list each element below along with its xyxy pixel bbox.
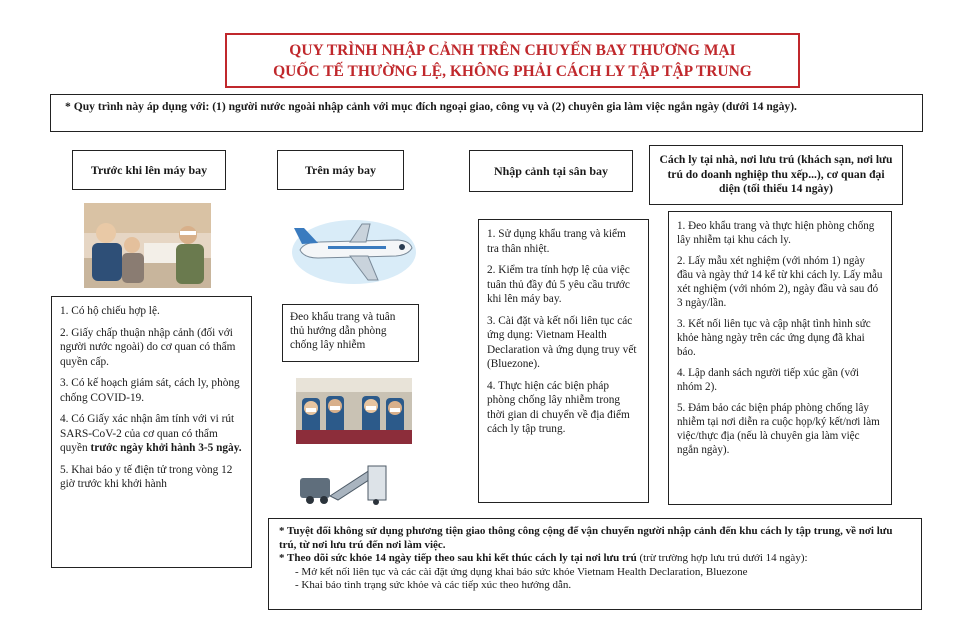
before-item-5: 5. Khai báo y tế điện tử trong vòng 12 giờ trước khi khởi hành	[60, 463, 233, 490]
airport-item-4: 4. Thực hiện các biện pháp phòng chống lây nhiễm trong thời gian di chuyển về địa điểm cách ly tập trung.	[487, 379, 630, 435]
airport-item-3: 3. Cài đặt và kết nối liên tục các ứng dụng: Vietnam Health Declaration và ứng dụng truy vết (Bluezone).	[487, 314, 637, 370]
quarantine-item-2: 2. Lấy mẫu xét nghiệm (với nhóm 1) ngày đầu và ngày thứ 14 kể từ khi cách ly. Lấy mẫu xét nghiệm (với nhóm 2), ngày đầu và sau đó 3 ngày/lần.	[677, 255, 883, 309]
bottom-note-2-bold: * Theo dõi sức khỏe 14 ngày tiếp theo sau khi kết thúc cách ly tại nơi lưu trú	[279, 552, 637, 564]
before-item-1: 1. Có hộ chiếu hợp lệ.	[60, 305, 160, 317]
cabin-passengers-photo	[296, 378, 412, 444]
quarantine-item-4: 4. Lập danh sách người tiếp xúc gần (với nhóm 2).	[677, 367, 859, 393]
bottom-notes	[268, 518, 922, 610]
stage-airport-title: Nhập cảnh tại sân bay	[469, 150, 633, 192]
before-item-2: 2. Giấy chấp thuận nhập cảnh (đối với người nước ngoài) do cơ quan có thẩm quyền cấp.	[60, 326, 236, 368]
airport-item-1: 1. Sử dụng khẩu trang và kiểm tra thân nhiệt.	[487, 228, 626, 255]
stage-airport-list	[478, 219, 649, 503]
airplane-icon	[290, 210, 418, 288]
page-title	[225, 33, 800, 88]
quarantine-item-5: 5. Đảm bảo các biện pháp phòng chống lây nhiễm tại nơi diễn ra cuộc họp/ký kết/nơi làm việc/thực địa (nếu là chuyên gia làm việc ngắn ngày).	[677, 402, 880, 456]
before-item-4-bold: trước ngày khởi hành 3-5 ngày.	[90, 442, 242, 454]
bottom-note-2-text: (trừ trường hợp lưu trú dưới 14 ngày):	[636, 552, 808, 564]
quarantine-item-3: 3. Kết nối liên tục và cập nhật tình hình sức khỏe hàng ngày trên các ứng dụng đã khai báo.	[677, 318, 871, 358]
stage-onboard-title: Trên máy bay	[277, 150, 404, 190]
bottom-subnote-2: - Khai báo tình trạng sức khỏe và các tiếp xúc theo hướng dẫn.	[295, 579, 572, 591]
before-item-4	[60, 412, 243, 456]
health-check-photo	[84, 203, 211, 288]
bottom-note-2	[279, 552, 911, 566]
airport-stairs-icon	[298, 460, 388, 506]
scope-note: * Quy trình này áp dụng với: (1) người nước ngoài nhập cảnh với mục đích ngoại giao, công vụ và (2) chuyên gia làm việc ngắn ngày (dưới 14 ngày).	[50, 94, 923, 132]
before-item-4-text: 4. Có Giấy xác nhận âm tính với vi rút SARS-CoV-2 của cơ quan có thẩm quyền	[60, 413, 235, 454]
before-item-3: 3. Có kế hoạch giám sát, cách ly, phòng chống COVID-19.	[60, 377, 240, 404]
stage-quarantine-title: Cách ly tại nhà, nơi lưu trú (khách sạn, nơi lưu trú do doanh nghiệp thu xếp...), cơ quan đại diện (tối thiểu 14 ngày)	[649, 145, 903, 205]
bottom-note-1: * Tuyệt đối không sử dụng phương tiện giao thông công cộng để vận chuyển người nhập cảnh đến khu cách ly tập trung, về nơi lưu trú, từ nơi lưu trú đến nơi làm việc.	[279, 525, 893, 551]
airport-item-2: 2. Kiểm tra tính hợp lệ của việc tuân thủ đầy đủ 5 yêu cầu trước khi lên máy bay.	[487, 264, 630, 305]
stage-before-title: Trước khi lên máy bay	[72, 150, 226, 190]
stage-quarantine-list	[668, 211, 892, 505]
stage-before-list	[51, 296, 252, 568]
title-line-1: QUY TRÌNH NHẬP CẢNH TRÊN CHUYẾN BAY THƯƠNG MẠI	[289, 41, 736, 59]
quarantine-item-1: 1. Đeo khẩu trang và thực hiện phòng chống lây nhiễm tại khu cách ly.	[677, 220, 875, 246]
bottom-subnote-1: - Mở kết nối liên tục và các cài đặt ứng dụng khai báo sức khỏe Vietnam Health Declaration, Bluezone	[295, 565, 748, 578]
stage-onboard-note: Đeo khẩu trang và tuân thủ hướng dẫn phòng chống lây nhiễm	[282, 304, 419, 362]
title-line-2: QUỐC TẾ THƯỜNG LỆ, KHÔNG PHẢI CÁCH LY TẬP TẬP TRUNG	[273, 62, 752, 80]
